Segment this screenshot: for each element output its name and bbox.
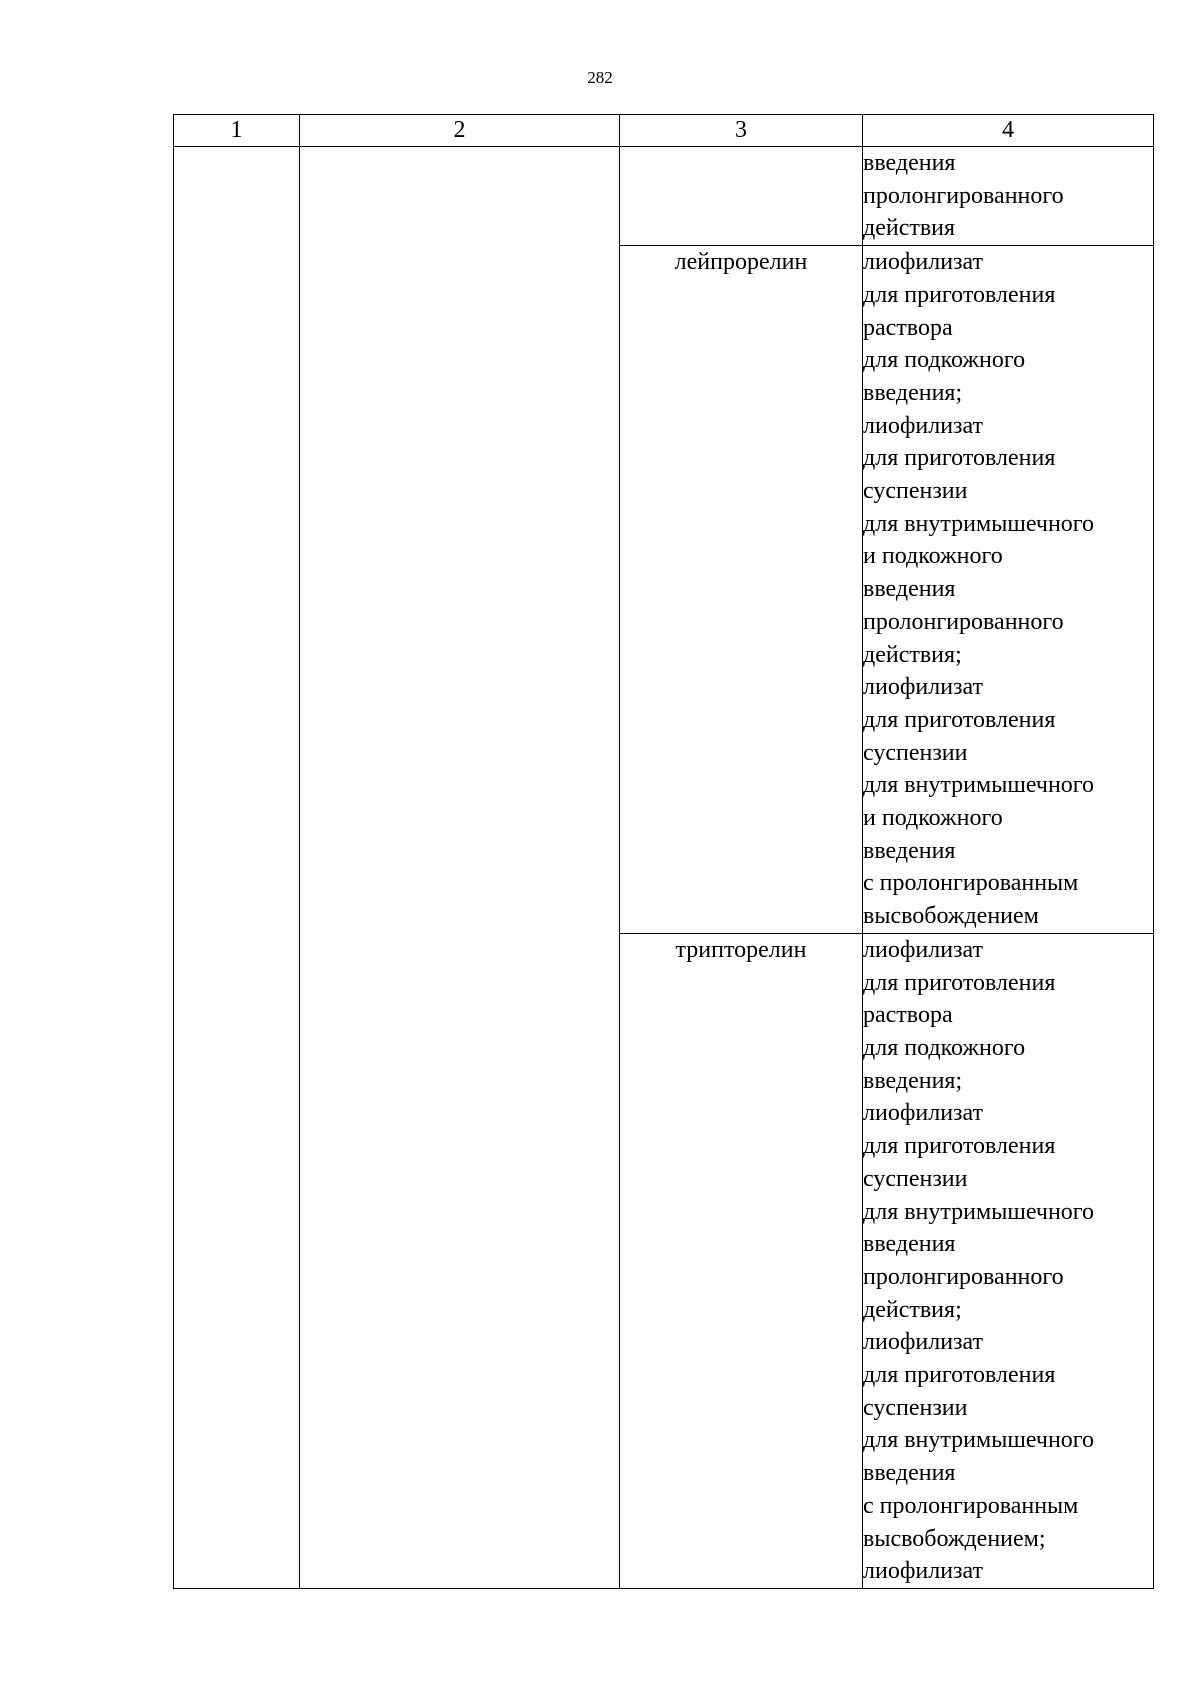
dosage-form-line: для внутримышечного <box>863 772 1095 799</box>
column-header-4: 4 <box>863 115 1154 147</box>
dosage-form-cell <box>863 147 1154 246</box>
table-row <box>174 147 1154 246</box>
dosage-form-line: для внутримышечного <box>863 1198 1095 1225</box>
dosage-form-line: суспензии <box>863 1394 968 1421</box>
drug-name-cell: лейпрорелин <box>620 246 863 934</box>
dosage-form-line: введения <box>863 1231 956 1258</box>
dosage-form-line: суспензии <box>863 739 968 766</box>
dosage-form-line: введения; <box>863 379 963 406</box>
column-header-3: 3 <box>620 115 863 147</box>
dosage-form-line: с пролонгированным <box>863 1492 1079 1519</box>
dosage-form-line: суспензии <box>863 478 968 505</box>
dosage-form-line: раствора <box>863 314 953 341</box>
dosage-form-line: пролонгированного <box>863 1263 1064 1290</box>
page-number: 282 <box>587 68 613 87</box>
dosage-form-line: лиофилизат <box>863 936 984 963</box>
column-header-2: 2 <box>300 115 620 147</box>
dosage-form-line: с пролонгированным <box>863 870 1079 897</box>
drug-table <box>173 114 1154 1589</box>
dosage-form-line: введения; <box>863 1067 963 1094</box>
dosage-form-line: введения <box>863 150 956 176</box>
group-code-cell <box>174 147 300 1589</box>
dosage-form-line: действия; <box>863 1296 962 1323</box>
group-name-cell <box>300 147 620 1589</box>
dosage-form-line: действия <box>863 215 956 242</box>
dosage-form-line: для подкожного <box>863 1034 1026 1061</box>
dosage-form-line: пролонгированного <box>863 608 1064 635</box>
drug-name-cell <box>620 147 863 246</box>
dosage-form-line: пролонгированного <box>863 182 1064 209</box>
dosage-form-line: лиофилизат <box>863 674 984 701</box>
dosage-form-cell <box>863 246 1154 934</box>
header-row <box>174 115 1154 147</box>
dosage-form-line: для приготовления <box>863 1362 1056 1389</box>
dosage-form-line: для приготовления <box>863 281 1056 308</box>
drug-name-cell: трипторелин <box>620 933 863 1588</box>
dosage-form-line: для приготовления <box>863 1133 1056 1160</box>
dosage-form-line: введения <box>863 1460 956 1487</box>
dosage-form-line: для приготовления <box>863 706 1056 733</box>
dosage-form-line: лиофилизат <box>863 412 984 439</box>
dosage-form-line: и подкожного <box>863 543 1003 570</box>
dosage-form-line: для внутримышечного <box>863 510 1095 537</box>
dosage-form-line: лиофилизат <box>863 1329 984 1356</box>
dosage-form-cell <box>863 933 1154 1588</box>
dosage-form-line: суспензии <box>863 1165 968 1192</box>
dosage-form-line: лиофилизат <box>863 1558 984 1585</box>
dosage-form-line: введения <box>863 837 956 864</box>
dosage-form-line: для приготовления <box>863 445 1056 472</box>
column-header-1: 1 <box>174 115 300 147</box>
dosage-form-line: высвобождением <box>863 903 1039 930</box>
dosage-form-line: для приготовления <box>863 969 1056 996</box>
dosage-form-line: высвобождением; <box>863 1525 1046 1552</box>
dosage-form-line: введения <box>863 576 956 603</box>
dosage-form-line: и подкожного <box>863 805 1003 832</box>
dosage-form-line: раствора <box>863 1002 953 1029</box>
dosage-form-line: для подкожного <box>863 347 1026 374</box>
dosage-form-line: лиофилизат <box>863 1100 984 1127</box>
dosage-form-line: лиофилизат <box>863 249 984 276</box>
dosage-form-line: для внутримышечного <box>863 1427 1095 1454</box>
dosage-form-line: действия; <box>863 641 962 668</box>
